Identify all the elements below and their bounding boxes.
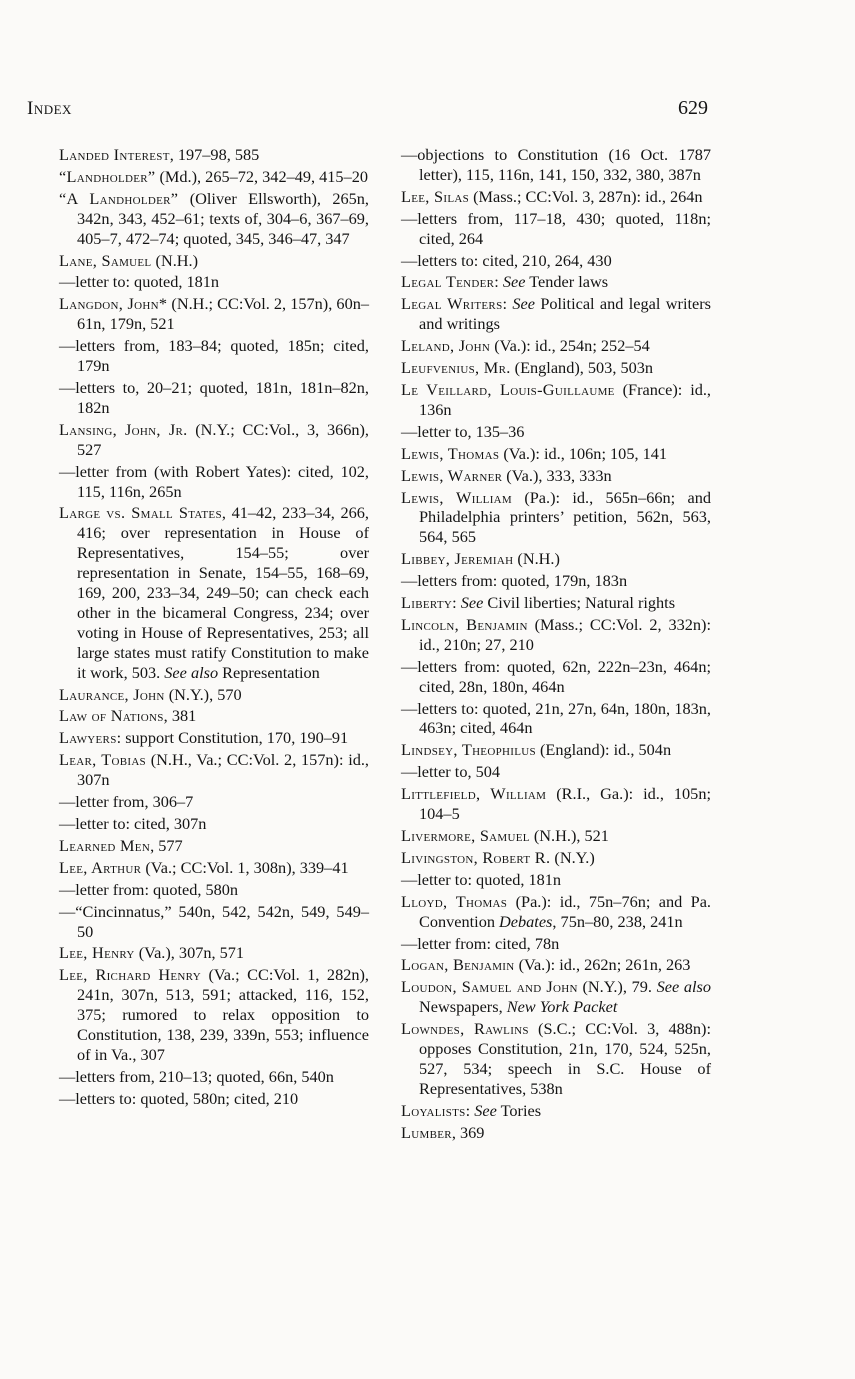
index-entry-text: Political and legal writers and writings (419, 294, 711, 334)
index-entry-text: (N.Y.), 570 (164, 684, 242, 704)
index-entry (59, 858, 369, 878)
page-number: 629 (678, 97, 708, 119)
index-entry-heading: “A Landholder” (59, 188, 179, 208)
index-entry-italic-text: See also (164, 662, 219, 682)
index-entry (401, 784, 711, 824)
index-entry-heading: Landed Interest (59, 145, 170, 164)
index-entry-text: Civil liberties; Natural rights (483, 593, 676, 613)
index-entry-text: (N.H.; CC:Vol. 2, 157n), 60n–61n, 179n, 521 (77, 294, 369, 334)
index-entry-text: —letters from, 117–18, 430; quoted, 118n; cited, 264 (401, 208, 711, 248)
index-entry-text: (Oliver Ellsworth), 265n, 342n, 343, 452–61; texts of, 304–6, 367–69, 405–7, 472–74; quoted, 345, 346–47, 347 (77, 188, 369, 248)
index-entry (59, 943, 369, 963)
index-entry-text: , 577 (150, 835, 183, 855)
index-entry-heading: Livingston, Robert R. (401, 847, 551, 867)
index-entry (401, 187, 711, 207)
index-entry (59, 251, 369, 271)
index-entry-text: (Va.): id., 254n; 252–54 (490, 336, 650, 356)
index-entry-heading: Littlefield, William (401, 784, 547, 804)
index-entry-text: —letter to: quoted, 181n (59, 272, 220, 292)
index-entry-heading: Lane, Samuel (59, 250, 152, 270)
index-subentry (401, 145, 711, 185)
index-subentry (401, 762, 711, 782)
index-entry-text: , 369 (451, 1122, 485, 1142)
index-entry-text: —letters from, 210–13; quoted, 66n, 540n (59, 1066, 334, 1086)
index-entry-heading: Lee, Arthur (59, 857, 142, 877)
index-entry-heading: Lowndes, Rawlins (401, 1019, 529, 1039)
index-entry-heading: Livermore, Samuel (401, 826, 530, 845)
index-entry-heading: Lansing, John, Jr. (59, 419, 188, 439)
index-entry-italic-text: New York Packet (506, 997, 618, 1017)
index-entry-heading: Lewis, William (401, 487, 512, 507)
index-entry-heading: Loudon, Samuel and John (401, 977, 578, 997)
index-entry-text: : (465, 1100, 475, 1120)
index-entry-text: (Md.), 265–72, 342–49, 415–20 (155, 166, 368, 186)
index-entry-text: —letter from (with Robert Yates): cited, 102, 115, 116n, 265n (59, 461, 369, 501)
index-entry-heading: Laurance, John (59, 684, 165, 704)
index-subentry (59, 462, 369, 502)
index-entry-italic-text: Debates (499, 911, 553, 931)
index-entry-heading: Learned Men (59, 835, 151, 855)
index-entry (59, 145, 369, 165)
index-entry (401, 955, 711, 975)
index-entry-heading: Legal Tender (401, 272, 495, 292)
index-entry-text: (Pa.): id., 75n–76n; and Pa. Convention (419, 891, 711, 931)
index-subentry (401, 870, 711, 890)
index-entry-heading: Lewis, Warner (401, 465, 503, 485)
index-entry (401, 549, 711, 569)
index-entry-text: —letter from, 306–7 (59, 792, 194, 812)
index-entry-heading: Lloyd, Thomas (401, 891, 508, 911)
index-subentry (401, 699, 711, 739)
index-entry-text: (N.H., Va.; CC:Vol. 2, 157n): id., 307n (77, 750, 369, 790)
index-entry-heading: Legal Writers (401, 294, 503, 314)
index-entry-text: (England): id., 504n (535, 740, 672, 760)
index-entry-text: —letters from: quoted, 62n, 222n–23n, 464n; cited, 28n, 180n, 464n (401, 656, 711, 696)
index-entry-italic-text: See also (656, 977, 711, 997)
index-entry-text: —“Cincinnatus,” 540n, 542, 542n, 549, 549–50 (59, 901, 369, 941)
index-entry-heading: Lee, Richard Henry (59, 965, 201, 985)
index-subentry (401, 422, 711, 442)
index-subentry (59, 814, 369, 834)
index-entry-heading: Lumber (401, 1122, 452, 1142)
index-entry (59, 836, 369, 856)
index-entry (401, 826, 711, 846)
index-entry (59, 750, 369, 790)
index-entry-heading: Leland, John (401, 336, 491, 356)
index-entry-text: (Va.; CC:Vol. 1, 308n), 339–41 (141, 857, 349, 877)
index-entry-heading: Lee, Silas (401, 186, 470, 206)
index-entry (59, 706, 369, 726)
index-entry-text: —letters to, 20–21; quoted, 181n, 181n–82n, 182n (59, 377, 369, 417)
index-entry-heading: Logan, Benjamin (401, 955, 515, 975)
index-entry (59, 503, 369, 682)
index-entry (401, 358, 711, 378)
index-subentry (59, 792, 369, 812)
index-entry-text: (N.H.) (513, 549, 560, 569)
index-entry-heading: Liberty (401, 593, 453, 613)
index-entry-text: (Va.), 333, 333n (502, 465, 612, 485)
index-entry-text: (Va.): id., 106n; 105, 141 (499, 443, 668, 463)
index-subentry (59, 1067, 369, 1087)
index-subentry (401, 934, 711, 954)
index-entry-text: —letters from: quoted, 179n, 183n (401, 571, 628, 591)
index-entry-heading: Lincoln, Benjamin (401, 614, 528, 634)
index-entry (401, 892, 711, 932)
index-subentry (401, 657, 711, 697)
index-entry-italic-text: See (502, 272, 526, 292)
index-entry-text: : (494, 272, 503, 292)
index-entry-text: (Pa.): id., 565n–66n; and Philadelphia printers’ petition, 562n, 563, 564, 565 (419, 487, 711, 547)
index-subentry (59, 1089, 369, 1109)
index-entry-text: (N.Y.), 79. (577, 977, 657, 997)
index-entry-heading: Libbey, Jeremiah (401, 549, 514, 569)
index-entry-text: (N.H.), 521 (529, 826, 609, 845)
index-subentry (59, 880, 369, 900)
index-subentry (59, 272, 369, 292)
index-entry (401, 336, 711, 356)
index-entry (59, 189, 369, 249)
index-entry (401, 272, 711, 292)
index-entry-text: (Va.), 307n, 571 (134, 943, 245, 963)
index-entry-text: (Va.; CC:Vol. 1, 282n), 241n, 307n, 513, 591; attacked, 116, 152, 375; rumored to relax opposition to Constitution, 138, 239, 339n, 553; influence of in Va., 307 (77, 965, 369, 1064)
index-entry-text: : (502, 294, 513, 314)
index-entry-text: —letters to: cited, 210, 264, 430 (401, 250, 612, 270)
index-entry-text: , 41–42, 233–34, 266, 416; over representation in House of Representatives, 154–55; over representation in Senate, 154–55, 168–69, 169, 200, 233–34, 249–50; can check each other in the bicameral Congress, 234; over voting in House of Representatives, 253; all large states must ratify Constitution to make it work, 503. (77, 503, 369, 682)
index-entry-heading: Loyalists (401, 1100, 466, 1120)
index-entry-text: (R.I., Ga.): id., 105n; 104–5 (419, 784, 711, 824)
index-entry (59, 685, 369, 705)
index-entry (401, 615, 711, 655)
index-entry-text: (France): id., 136n (419, 379, 711, 419)
index-entry-text: (Mass.; CC:Vol. 2, 332n): id., 210n; 27, 210 (419, 614, 712, 654)
index-entry-text: (S.C.; CC:Vol. 3, 488n): opposes Constitution, 21n, 170, 524, 525n, 527, 534; speech in S.C. House of Representatives, 538n (419, 1019, 712, 1098)
index-entry-heading: “Landholder” (59, 166, 156, 186)
index-entry (401, 294, 711, 334)
index-subentry (401, 251, 711, 271)
index-entry (401, 380, 711, 420)
index-column-left (59, 145, 369, 1111)
index-entry-italic-text: See (474, 1100, 497, 1120)
index-entry-text: , 381 (163, 706, 197, 726)
index-entry (401, 977, 711, 1017)
index-entry-heading: Lindsey, Theophilus (401, 740, 536, 760)
index-entry-text: (England), 503, 503n (510, 358, 654, 378)
index-entry (59, 420, 369, 460)
index-entry-heading: Law of Nations (59, 706, 164, 726)
index-entry (401, 444, 711, 464)
index-entry-text: , 75n–80, 238, 241n (552, 911, 683, 931)
running-head (27, 97, 708, 120)
index-entry-text: (N.Y.; CC:Vol., 3, 366n), 527 (77, 419, 369, 459)
index-entry (59, 167, 369, 187)
index-entry-heading: Lear, Tobias (59, 750, 146, 770)
index-entry-text: Tories (496, 1100, 542, 1120)
index-entry-italic-text: See (512, 294, 535, 314)
index-entry-heading: Le Veillard, Louis-Guillaume (401, 379, 615, 399)
index-entry-text: —letter from: quoted, 580n (59, 879, 239, 899)
index-subentry (401, 571, 711, 591)
index-entry (401, 1019, 711, 1099)
index-entry (401, 848, 711, 868)
index-entry (401, 1101, 711, 1121)
index-entry-heading: Lawyers (59, 728, 117, 748)
index-entry-text: : support Constitution, 170, 190–91 (116, 728, 349, 748)
index-entry-text: —letter to: quoted, 181n (401, 869, 562, 889)
index-entry-text: Tender laws (525, 272, 609, 292)
index-subentry (401, 209, 711, 249)
index-entry-text: (Va.): id., 262n; 261n, 263 (514, 955, 691, 975)
index-subentry (59, 336, 369, 376)
index-entry (401, 466, 711, 486)
index-entry-heading: Leufvenius, Mr. (401, 358, 511, 378)
index-entry-text: : (452, 593, 461, 613)
index-entry-heading: Lewis, Thomas (401, 443, 500, 463)
index-entry-text: —letter to, 504 (401, 762, 501, 782)
index-entry-text: —objections to Constitution (16 Oct. 1787 letter), 115, 116n, 141, 150, 332, 380, 387n (401, 145, 711, 184)
index-entry-text: —letters to: quoted, 580n; cited, 210 (59, 1088, 299, 1108)
index-entry-text: Newspapers, (419, 997, 507, 1017)
index-entry-italic-text: See (460, 593, 484, 613)
index-entry-heading: Lee, Henry (59, 943, 135, 963)
index-entry (59, 965, 369, 1065)
running-head-title: Index (27, 98, 72, 119)
index-entry-text: Representation (218, 662, 320, 682)
index-entry-text: —letters to: quoted, 21n, 27n, 64n, 180n, 183n, 463n; cited, 464n (401, 698, 711, 738)
index-entry-text: (Mass.; CC:Vol. 3, 287n): id., 264n (469, 186, 703, 206)
index-entry-text: —letter to, 135–36 (401, 421, 525, 441)
index-entry (59, 728, 369, 748)
index-entry (401, 740, 711, 760)
index-entry-heading: Large vs. Small States (59, 503, 222, 523)
index-entry (401, 488, 711, 548)
index-entry (401, 593, 711, 613)
index-entry-text: —letter from: cited, 78n (401, 933, 560, 953)
index-subentry (59, 378, 369, 418)
index-column-right (401, 145, 711, 1145)
index-entry-text: (N.Y.) (550, 847, 595, 867)
index-entry (401, 1123, 711, 1143)
index-entry-heading: Langdon, John* (59, 294, 168, 314)
index-entry-text: —letters from, 183–84; quoted, 185n; cited, 179n (59, 336, 369, 376)
index-entry-text: , 197–98, 585 (169, 145, 260, 164)
index-entry-text: (N.H.) (151, 250, 199, 270)
index-subentry (59, 902, 369, 942)
index-entry-text: —letter to: cited, 307n (59, 814, 207, 833)
index-entry (59, 294, 369, 334)
